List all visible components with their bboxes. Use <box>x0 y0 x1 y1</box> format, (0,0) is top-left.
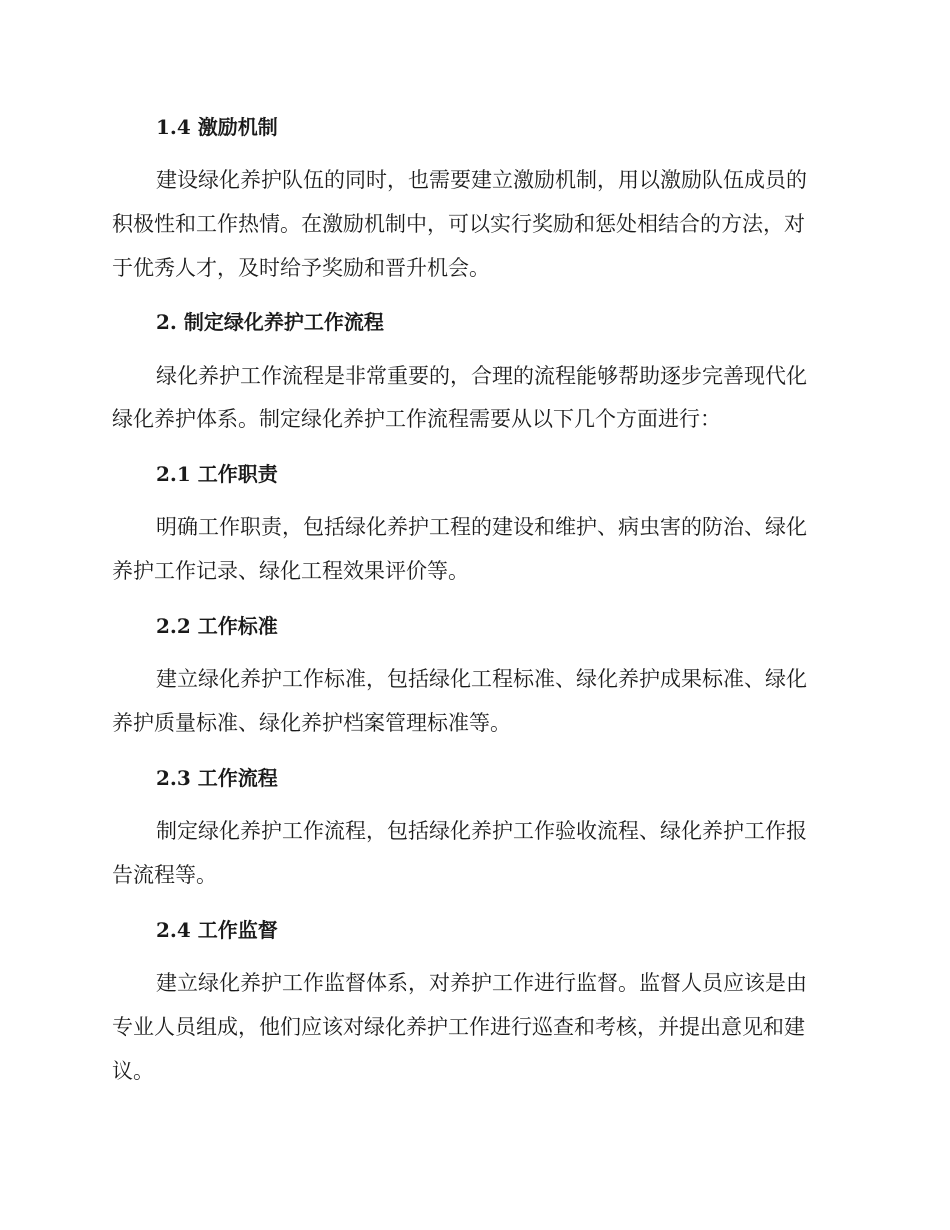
section-heading: 2.3 工作流程 <box>156 766 278 790</box>
section-heading: 2. 制定绿化养护工作流程 <box>156 310 384 334</box>
paragraph-line: 于优秀人才，及时给予奖励和晋升机会。 <box>112 256 490 280</box>
section-heading: 2.1 工作职责 <box>156 462 278 486</box>
paragraph-line: 建立绿化养护工作标准，包括绿化工程标准、绿化养护成果标准、绿化 <box>156 667 807 691</box>
paragraph-line: 明确工作职责，包括绿化养护工程的建设和维护、病虫害的防治、绿化 <box>156 515 807 539</box>
section-heading: 2.4 工作监督 <box>156 918 278 942</box>
paragraph-line: 建设绿化养护队伍的同时，也需要建立激励机制，用以激励队伍成员的 <box>156 168 807 192</box>
section-heading: 2.2 工作标准 <box>156 614 278 638</box>
paragraph-line: 专业人员组成，他们应该对绿化养护工作进行巡查和考核，并提出意见和建 <box>112 1015 805 1039</box>
paragraph-line: 绿化养护体系。制定绿化养护工作流程需要从以下几个方面进行： <box>112 407 721 431</box>
paragraph-line: 积极性和工作热情。在激励机制中，可以实行奖励和惩处相结合的方法，对 <box>112 212 805 236</box>
paragraph-line: 告流程等。 <box>112 863 217 887</box>
paragraph-line: 制定绿化养护工作流程，包括绿化养护工作验收流程、绿化养护工作报 <box>156 819 807 843</box>
paragraph-line: 议。 <box>112 1059 154 1083</box>
section-heading: 1.4 激励机制 <box>156 115 278 139</box>
paragraph-line: 养护质量标准、绿化养护档案管理标准等。 <box>112 711 511 735</box>
paragraph-line: 养护工作记录、绿化工程效果评价等。 <box>112 559 469 583</box>
paragraph-line: 绿化养护工作流程是非常重要的，合理的流程能够帮助逐步完善现代化 <box>156 364 807 388</box>
paragraph-line: 建立绿化养护工作监督体系，对养护工作进行监督。监督人员应该是由 <box>156 971 807 995</box>
